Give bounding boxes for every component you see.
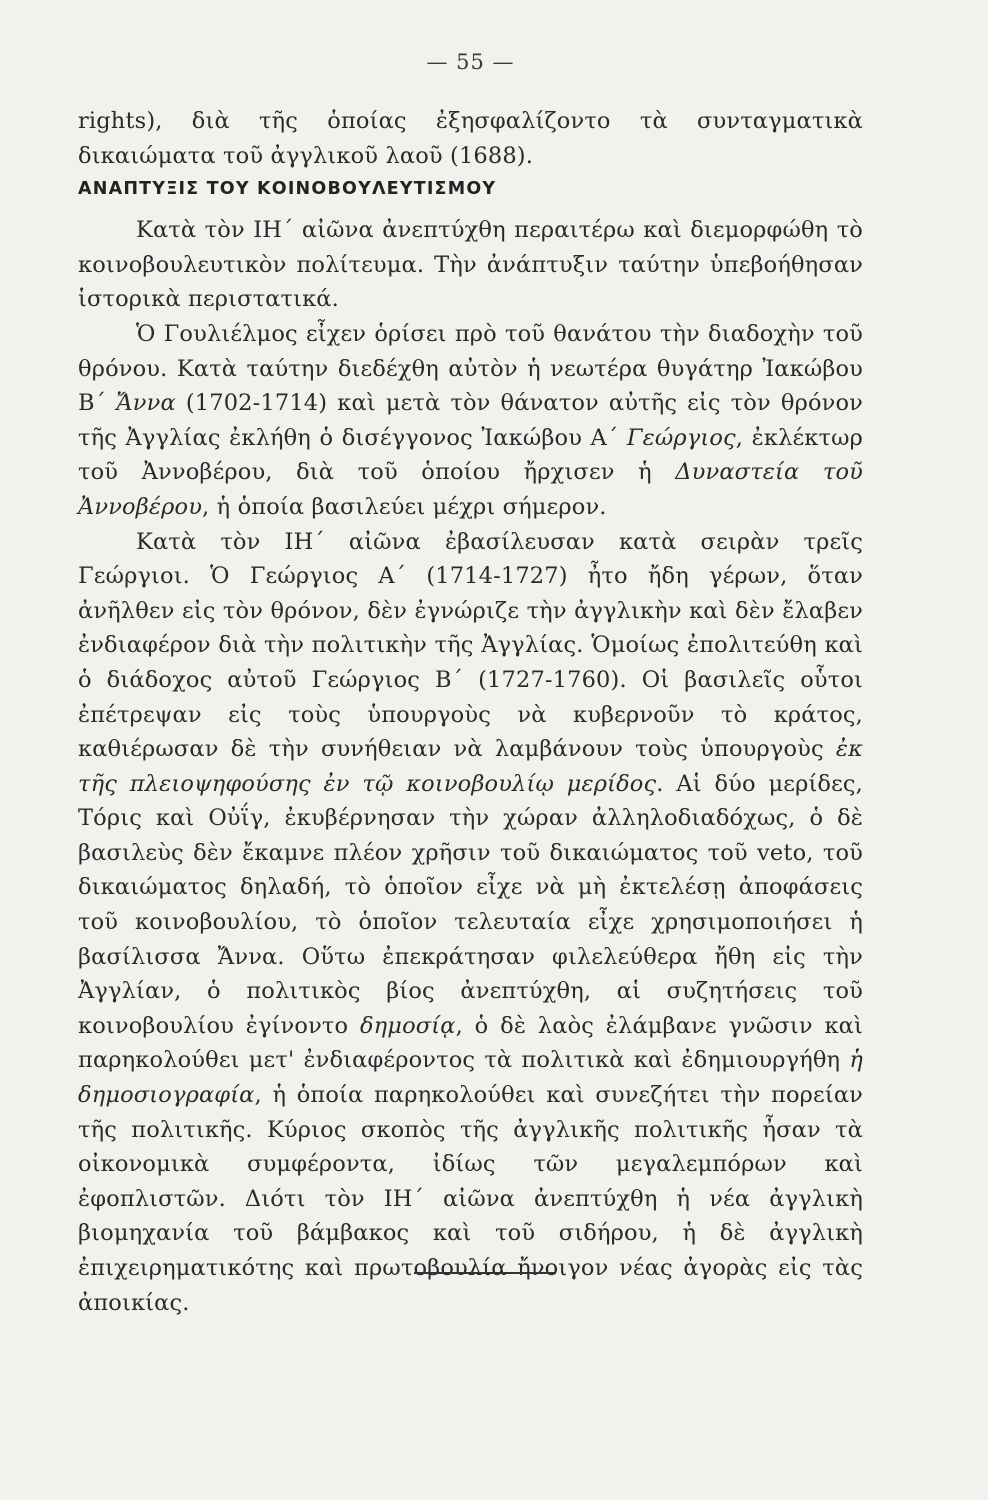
paragraph-georges (78, 525, 863, 1321)
text-run: Κατὰ τὸν ΙΗ΄ αἰῶνα ἀνεπτύχθη περαιτέρω καὶ διεμορφώθη τὸ κοινοβουλευτικὸν πολίτευμα. Τὴν ἀνάπτυξιν ταύτην ὑπεβοήθησαν ἱστορικὰ περιστατικά. (78, 217, 863, 313)
section-heading: ΑΝΑΠΤΥΞΙΣ ΤΟΥ ΚΟΙΝΟΒΟΥΛΕΥΤΙΣΜΟΥ (78, 179, 497, 200)
paragraph-parliament-development (78, 213, 863, 317)
italic-journalism: ἡ δημοσιογραφία (78, 1047, 863, 1109)
text-run: , ἐκλέκτωρ τοῦ Ἀννοβέρου, διὰ τοῦ ὁποίου ἤρχισεν ἡ (78, 424, 863, 486)
italic-anna: Ἄννα (116, 390, 176, 417)
text-run: . Αἱ δύο μερίδες, Τόρις καὶ Οὐΐγ, ἐκυβέρνησαν τὴν χώραν ἀλληλοδιαδόχως, ὁ δὲ βασιλεὺς δὲν ἔκαμνε πλέον χρῆσιν τοῦ δικαιώματος τοῦ veto, τοῦ δικαιώματος δηλαδή, τὸ ὁποῖον εἶχε νὰ μὴ ἐκτελέσῃ ἀποφάσεις τοῦ κοινοβουλίου, τὸ ὁποῖον τελευταία εἶχε χρησιμοποιήσει ἡ βασίλισσα Ἄννα. Οὕτω ἐπεκράτησαν φιλελεύθερα ἤθη εἰς τὴν Ἀγγλίαν, ὁ πολιτικὸς βίος ἀνεπτύχθη, αἱ συζητήσεις τοῦ κοινοβουλίου ἐγίνοντο (78, 770, 863, 1039)
italic-hanover-dynasty: Δυναστεία τοῦ Ἀννοβέρου (78, 459, 863, 520)
text-run: Ὁ Γουλιέλμος εἶχεν ὁρίσει πρὸ τοῦ θανάτου τὴν διαδοχὴν τοῦ θρόνου. Κατὰ ταύτην διεδέχθη αὐτὸν ἡ νεωτέρα θυγάτηρ Ἰακώβου Β΄ (78, 320, 863, 417)
italic-publicly: δημοσίᾳ (359, 1012, 456, 1039)
text-run: Κατὰ τὸν ΙΗ΄ αἰῶνα ἐβασίλευσαν κατὰ σειρὰν τρεῖς Γεώργιοι. Ὁ Γεώργιος Α΄ (1714-1727) ἦτο ἤδη γέρων, ὅταν ἀνῆλθεν εἰς τὸν θρόνον, δὲν ἐγνώριζε τὴν ἀγγλικὴν καὶ δὲν ἔλαβεν ἐνδιαφέρον διὰ τὴν πολιτικὴν τῆς Ἀγγλίας. Ὁμοίως ἐπολιτεύθη καὶ ὁ διάδοχος αὐτοῦ Γεώργιος Β΄ (1727-1760). Οἱ βασιλεῖς οὗτοι ἐπέτρεψαν εἰς τοὺς ὑπουργοὺς νὰ κυβερνοῦν τὸ κράτος, καθιέρωσαν δὲ τὴν συνήθειαν νὰ λαμβάνουν τοὺς ὑπουργοὺς (78, 528, 863, 763)
closing-rule (414, 1272, 556, 1274)
text-run: (1702-1714) καὶ μετὰ τὸν θάνατον αὐτῆς εἰς τὸν θρόνον τῆς Ἀγγλίας ἐκλήθη ὁ δισέγγονος Ἰακώβου Α΄ (78, 390, 863, 451)
italic-majority-party: ἐκ τῆς πλειοψηφούσης ἐν τῷ κοινοβουλίῳ μερίδος (78, 736, 863, 797)
text-run: rights), διὰ τῆς ὁποίας ἐξησφαλίζοντο τὰ συνταγματικὰ δικαιώματα τοῦ ἀγγλικοῦ λαοῦ (1688). (78, 108, 863, 169)
paragraph-succession (78, 317, 863, 525)
text-run: , ὁ δὲ λαὸς ἐλάμβανε γνῶσιν καὶ παρηκολούθει μετ' ἐνδιαφέροντος τὰ πολιτικὰ καὶ ἐδημιουργήθη (78, 1012, 863, 1074)
text-run: , ἡ ὁποία βασιλεύει μέχρι σήμερον. (202, 493, 607, 520)
page-body (78, 50, 863, 1320)
paragraph-rights (78, 104, 863, 173)
italic-georgios: Γεώργιος (626, 424, 736, 451)
text-run: , ἡ ὁποία παρηκολούθει καὶ συνεζήτει τὴν πορείαν τῆς πολιτικῆς. Κύριος σκοπὸς τῆς ἀγγλικῆς πολιτικῆς ἦσαν τὰ οἰκονομικὰ συμφέροντα, ἰδίως τῶν μεγαλεμπόρων καὶ ἐφοπλιστῶν. Διότι τὸν ΙΗ΄ αἰῶνα ἀνεπτύχθη ἡ νέα ἀγγλικὴ βιομηχανία τοῦ βάμβακος καὶ τοῦ σιδήρου, ἡ δὲ ἀγγλικὴ ἐπιχειρηματικότης καὶ πρωτοβουλία ἤνοιγον νέας ἀγορὰς εἰς τὰς ἀποικίας. (78, 1082, 863, 1316)
page-number: — 55 — (426, 50, 515, 74)
